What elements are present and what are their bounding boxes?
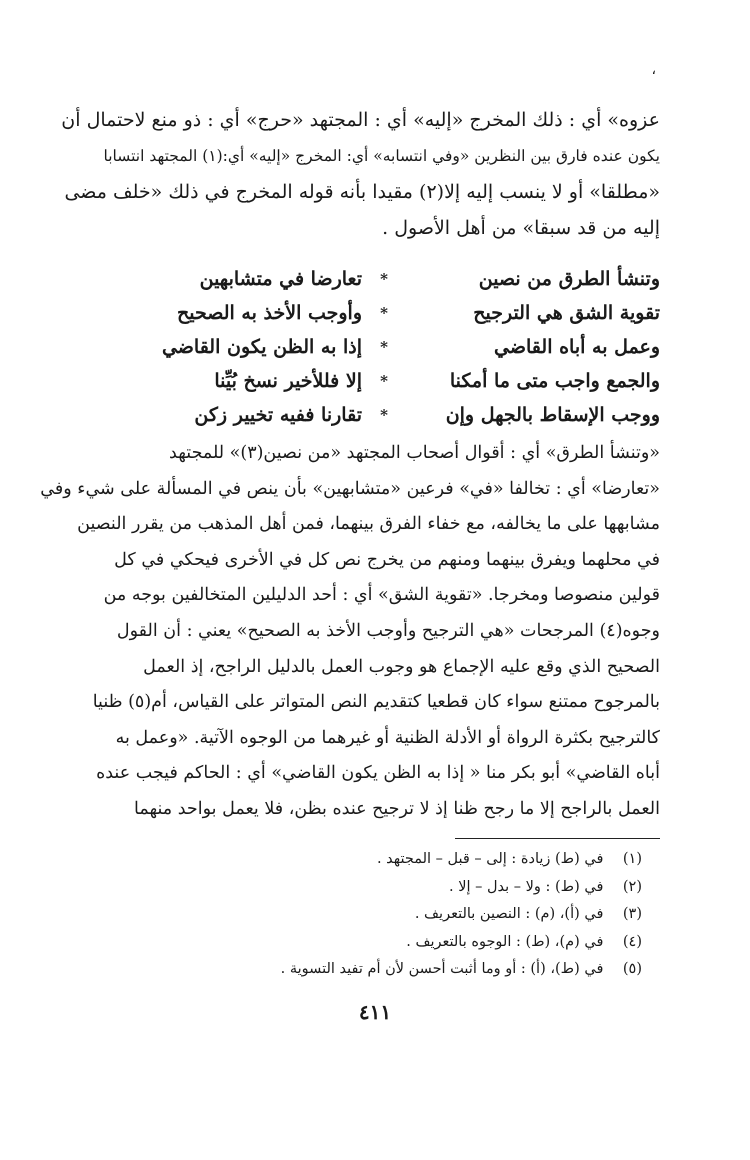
verse-line bbox=[100, 262, 660, 296]
footnote-text: في (م)، (ط) : الوجوه بالتعريف . bbox=[406, 933, 604, 950]
footnote-text: في (ط) : ولا – بدل – إلا . bbox=[449, 878, 604, 895]
footnote-divider bbox=[455, 838, 660, 839]
verse-first-hemistich: والجمع واجب متى ما أمكنا bbox=[449, 370, 660, 392]
text-line: «مطلقا» أو لا ينسب إليه إلا(٢) مقيدا بأنه قوله المخرج في ذلك «خلف مضى bbox=[64, 181, 660, 203]
footnotes bbox=[122, 846, 642, 984]
verse-first-hemistich: تقوية الشق هي الترجيح bbox=[473, 302, 660, 324]
verse-first-hemistich: ووجب الإسقاط بالجهل وإن bbox=[445, 404, 660, 426]
top-mark: ، bbox=[651, 62, 656, 78]
footnote-number: (٣) bbox=[622, 906, 642, 922]
footnote bbox=[122, 874, 642, 902]
text-line: «وتنشأ الطرق» أي : أقوال أصحاب المجتهد «من نصين(٣)» للمجتهد bbox=[169, 443, 660, 463]
paragraph-1 bbox=[61, 102, 660, 246]
text-line: عزوه» أي : ذلك المخرج «إليه» أي : المجتهد «حرج» أي : ذو منع لاحتمال أن bbox=[61, 109, 660, 131]
text-line: أباه القاضي» أبو بكر منا « إذا به الظن يكون القاضي» أي : الحاكم فيجب عنده bbox=[96, 763, 660, 784]
text-line: العمل بالراجح إلا ما رجح ظنا إذ لا ترجيح عنده بظن، فلا يعمل بواحد منهما bbox=[134, 798, 660, 819]
footnote-number: (٥) bbox=[622, 961, 642, 977]
footnote bbox=[122, 929, 642, 957]
verse-separator-star: * bbox=[380, 304, 388, 322]
text-line: مشابهها على ما يخالفه، مع خفاء الفرق بينهما، فمن أهل المذهب من يقرر النصين bbox=[77, 514, 660, 535]
text-line: قولين منصوصا ومخرجا. «تقوية الشق» أي : أحد الدليلين المتخالفين بوجه من bbox=[103, 585, 660, 606]
footnote-text: في (أ)، (م) : النصين بالتعريف . bbox=[414, 906, 604, 922]
verse-separator-star: * bbox=[380, 338, 388, 356]
verse-second-hemistich: تقارنا ففيه تخيير زكن bbox=[194, 404, 362, 426]
text-line: إليه من قد سبقا» من أهل الأصول . bbox=[382, 217, 660, 239]
verse-second-hemistich: تعارضا في متشابهين bbox=[199, 268, 362, 290]
footnote bbox=[122, 956, 642, 984]
text-line: في محلهما ويفرق بينهما ومنهم من يخرج نص كل في الأخرى فيحكي في كل bbox=[114, 549, 660, 570]
text-line: كالترجيح بكثرة الرواة أو الأدلة الظنية أو غيرهما من الوجوه الآتية. «وعمل به bbox=[115, 727, 660, 748]
verse-line bbox=[100, 296, 660, 330]
footnote-number: (٤) bbox=[622, 933, 642, 950]
text-line: الصحيح الذي وقع عليه الإجماع هو وجوب العمل بالدليل الراجح، إذ العمل bbox=[143, 656, 660, 677]
text-line: «تعارضا» أي : تخالفا «في» فرعين «متشابهين» بأن ينص في المسألة على شيء وفي bbox=[40, 478, 660, 499]
verse-line bbox=[100, 330, 660, 364]
footnote-number: (١) bbox=[622, 851, 642, 867]
verse-first-hemistich: وتنشأ الطرق من نصين bbox=[478, 268, 660, 290]
verse-line bbox=[100, 398, 660, 432]
footnote-number: (٢) bbox=[622, 878, 642, 895]
text-line: وجوه(٤) المرجحات «هي الترجيح وأوجب الأخذ به الصحيح» يعني : أن القول bbox=[116, 620, 660, 641]
verse-second-hemistich: إذا به الظن يكون القاضي bbox=[161, 336, 362, 358]
footnote-text: في (ط)، (أ) : أو وما أثبت أحسن لأن أم تفيد التسوية . bbox=[280, 961, 604, 977]
paragraph-2 bbox=[40, 436, 660, 828]
verse-first-hemistich: وعمل به أباه القاضي bbox=[494, 336, 660, 358]
verse-second-hemistich: وأوجب الأخذ به الصحيح bbox=[177, 302, 362, 324]
verse-second-hemistich: إلا فللأخير نسخ بُيِّنا bbox=[214, 370, 362, 392]
text-line: بالمرجوح ممتنع سواء كان قطعيا كتقديم النص المتواتر على القياس، أم(٥) ظنيا bbox=[92, 692, 660, 713]
verse-separator-star: * bbox=[380, 406, 388, 424]
verse-block bbox=[100, 262, 660, 432]
footnote-text: في (ط) زيادة : إلى – قبل – المجتهد . bbox=[376, 851, 604, 867]
verse-line bbox=[100, 364, 660, 398]
footnote bbox=[122, 846, 642, 874]
text-line: يكون عنده فارق بين النظرين «وفي انتسابه» أي: المخرج «إليه» أي:(١) المجتهد انتسابا bbox=[103, 147, 660, 165]
page-number: ٤١١ bbox=[358, 1000, 392, 1024]
footnote bbox=[122, 901, 642, 929]
verse-separator-star: * bbox=[380, 270, 388, 288]
verse-separator-star: * bbox=[380, 372, 388, 390]
